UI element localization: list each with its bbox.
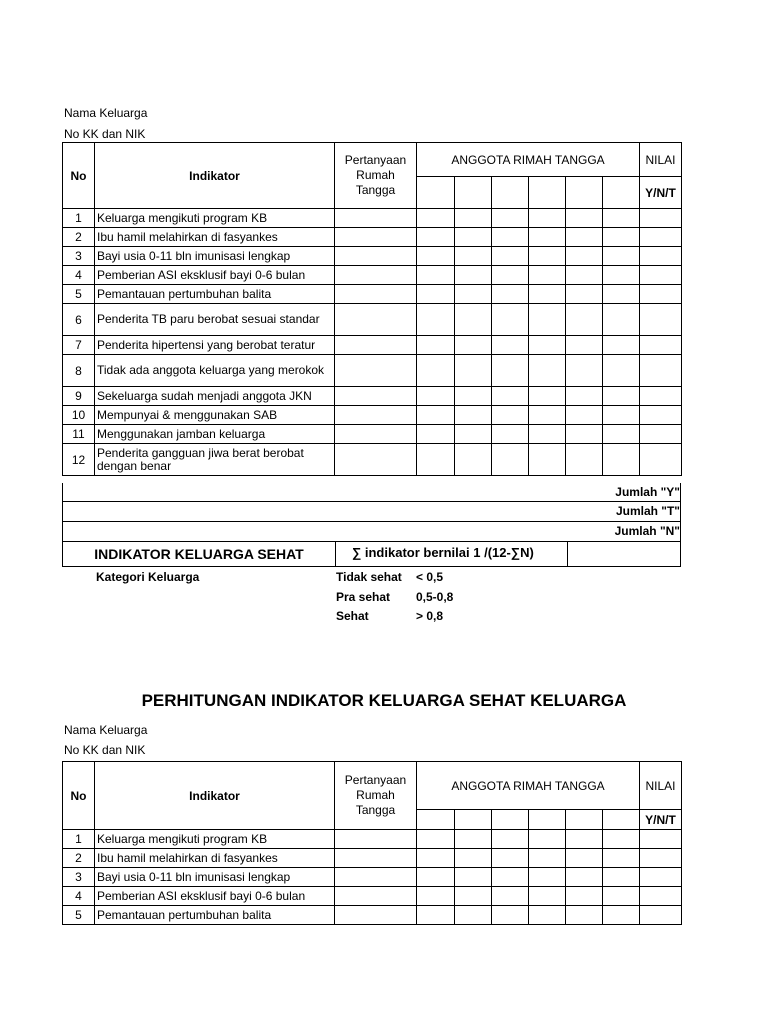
member-answer-cell[interactable] bbox=[417, 247, 455, 266]
header-nilai-2: NILAI bbox=[640, 762, 682, 810]
member-answer-cell[interactable] bbox=[566, 209, 603, 228]
question-cell[interactable] bbox=[335, 247, 417, 266]
jumlah-n-row bbox=[62, 522, 681, 542]
member-answer-cell[interactable] bbox=[417, 228, 455, 247]
member-answer-cell[interactable] bbox=[529, 304, 566, 336]
member-answer-cell[interactable] bbox=[492, 406, 529, 425]
indicator-text: Ibu hamil melahirkan di fasyankes bbox=[95, 228, 335, 247]
member-answer-cell[interactable] bbox=[529, 406, 566, 425]
member-col-6[interactable] bbox=[603, 810, 640, 830]
member-answer-cell[interactable] bbox=[492, 387, 529, 406]
indicator-text: Pemberian ASI eksklusif bayi 0-6 bulan bbox=[95, 887, 335, 906]
member-answer-cell[interactable] bbox=[492, 247, 529, 266]
header-ynt: Y/N/T bbox=[640, 177, 682, 209]
indicator-table-2 bbox=[62, 761, 682, 925]
nilai-cell[interactable] bbox=[640, 849, 682, 868]
member-answer-cell[interactable] bbox=[603, 247, 640, 266]
row-number: 2 bbox=[63, 849, 95, 868]
header-anggota-2: ANGGOTA RIMAH TANGGA bbox=[417, 762, 640, 810]
member-answer-cell[interactable] bbox=[603, 228, 640, 247]
member-answer-cell[interactable] bbox=[455, 849, 492, 868]
nilai-cell[interactable] bbox=[640, 887, 682, 906]
member-answer-cell[interactable] bbox=[566, 247, 603, 266]
member-answer-cell[interactable] bbox=[566, 228, 603, 247]
question-cell[interactable] bbox=[335, 906, 417, 925]
member-col-6[interactable] bbox=[603, 177, 640, 209]
member-answer-cell[interactable] bbox=[455, 266, 492, 285]
no-kk-label-2: No KK dan NIK bbox=[64, 743, 146, 757]
member-answer-cell[interactable] bbox=[529, 285, 566, 304]
member-answer-cell[interactable] bbox=[603, 887, 640, 906]
member-answer-cell[interactable] bbox=[417, 266, 455, 285]
kategori-tidak-sehat-value: < 0,5 bbox=[416, 570, 444, 584]
member-answer-cell[interactable] bbox=[492, 285, 529, 304]
table-row bbox=[63, 285, 682, 304]
indicator-text: Keluarga mengikuti program KB bbox=[95, 209, 335, 228]
iks-label: INDIKATOR KELUARGA SEHAT bbox=[63, 542, 336, 566]
table-row bbox=[63, 266, 682, 285]
form2-title: PERHITUNGAN INDIKATOR KELUARGA SEHAT KELUARGA bbox=[141, 691, 627, 710]
kategori-sehat-value: > 0,8 bbox=[416, 609, 444, 623]
header-ynt-2: Y/N/T bbox=[640, 810, 682, 830]
member-answer-cell[interactable] bbox=[529, 849, 566, 868]
member-answer-cell[interactable] bbox=[529, 887, 566, 906]
table-row bbox=[63, 304, 682, 336]
member-answer-cell[interactable] bbox=[455, 425, 492, 444]
member-answer-cell[interactable] bbox=[603, 406, 640, 425]
header-indikator: Indikator bbox=[95, 143, 335, 209]
row-number: 3 bbox=[63, 868, 95, 887]
header-anggota: ANGGOTA RIMAH TANGGA bbox=[417, 143, 640, 177]
row-number: 4 bbox=[63, 887, 95, 906]
indicator-text: Ibu hamil melahirkan di fasyankes bbox=[95, 849, 335, 868]
indicator-text: Sekeluarga sudah menjadi anggota JKN bbox=[95, 387, 335, 406]
member-answer-cell[interactable] bbox=[492, 355, 529, 387]
row-number: 9 bbox=[63, 387, 95, 406]
member-answer-cell[interactable] bbox=[566, 285, 603, 304]
member-answer-cell[interactable] bbox=[492, 868, 529, 887]
table-row bbox=[63, 209, 682, 228]
question-cell[interactable] bbox=[335, 849, 417, 868]
member-col-1[interactable] bbox=[417, 177, 455, 209]
question-cell[interactable] bbox=[335, 830, 417, 849]
member-answer-cell[interactable] bbox=[492, 209, 529, 228]
member-answer-cell[interactable] bbox=[529, 209, 566, 228]
kategori-label: Kategori Keluarga bbox=[96, 570, 200, 584]
indicator-text: Keluarga mengikuti program KB bbox=[95, 830, 335, 849]
member-answer-cell[interactable] bbox=[566, 444, 603, 476]
nilai-cell[interactable] bbox=[640, 868, 682, 887]
row-number: 1 bbox=[63, 209, 95, 228]
header-nilai: NILAI bbox=[640, 143, 682, 177]
header-indikator-2: Indikator bbox=[95, 762, 335, 830]
member-answer-cell[interactable] bbox=[603, 209, 640, 228]
question-cell[interactable] bbox=[335, 228, 417, 247]
member-answer-cell[interactable] bbox=[492, 425, 529, 444]
member-answer-cell[interactable] bbox=[417, 336, 455, 355]
jumlah-t-row bbox=[62, 502, 681, 522]
indicator-text: Pemberian ASI eksklusif bayi 0-6 bulan bbox=[95, 266, 335, 285]
nilai-cell[interactable] bbox=[640, 355, 682, 387]
member-answer-cell[interactable] bbox=[603, 849, 640, 868]
member-col-5[interactable] bbox=[566, 810, 603, 830]
row-number: 4 bbox=[63, 266, 95, 285]
member-answer-cell[interactable] bbox=[455, 285, 492, 304]
indicator-text: Pemantauan pertumbuhan balita bbox=[95, 285, 335, 304]
member-answer-cell[interactable] bbox=[492, 336, 529, 355]
header-no: No bbox=[63, 143, 95, 209]
row-number: 12 bbox=[63, 444, 95, 476]
member-answer-cell[interactable] bbox=[603, 425, 640, 444]
member-answer-cell[interactable] bbox=[529, 868, 566, 887]
indicator-table-1 bbox=[62, 142, 682, 476]
jumlah-n-label: Jumlah "N" bbox=[614, 524, 680, 538]
member-answer-cell[interactable] bbox=[566, 266, 603, 285]
member-answer-cell[interactable] bbox=[566, 336, 603, 355]
jumlah-y-label: Jumlah "Y" bbox=[615, 485, 680, 499]
member-answer-cell[interactable] bbox=[417, 906, 455, 925]
question-cell[interactable] bbox=[335, 868, 417, 887]
member-answer-cell[interactable] bbox=[603, 387, 640, 406]
member-answer-cell[interactable] bbox=[455, 387, 492, 406]
member-answer-cell[interactable] bbox=[529, 228, 566, 247]
kategori-tidak-sehat: Tidak sehat bbox=[336, 570, 402, 584]
member-answer-cell[interactable] bbox=[529, 444, 566, 476]
nilai-cell[interactable] bbox=[640, 830, 682, 849]
member-answer-cell[interactable] bbox=[417, 868, 455, 887]
jumlah-t-label: Jumlah "T" bbox=[615, 504, 680, 518]
member-answer-cell[interactable] bbox=[417, 355, 455, 387]
member-answer-cell[interactable] bbox=[603, 906, 640, 925]
row-number: 10 bbox=[63, 406, 95, 425]
member-answer-cell[interactable] bbox=[603, 830, 640, 849]
nilai-cell[interactable] bbox=[640, 247, 682, 266]
member-answer-cell[interactable] bbox=[492, 906, 529, 925]
indicator-text: Pemantauan pertumbuhan balita bbox=[95, 906, 335, 925]
indicator-text: Menggunakan jamban keluarga bbox=[95, 425, 335, 444]
member-answer-cell[interactable] bbox=[492, 849, 529, 868]
member-answer-cell[interactable] bbox=[455, 406, 492, 425]
member-answer-cell[interactable] bbox=[455, 304, 492, 336]
iks-double-line bbox=[62, 566, 681, 569]
member-answer-cell[interactable] bbox=[417, 887, 455, 906]
member-col-3[interactable] bbox=[492, 810, 529, 830]
member-answer-cell[interactable] bbox=[529, 355, 566, 387]
nama-keluarga-label: Nama Keluarga bbox=[64, 106, 148, 120]
question-cell[interactable] bbox=[335, 425, 417, 444]
member-answer-cell[interactable] bbox=[492, 304, 529, 336]
member-answer-cell[interactable] bbox=[529, 266, 566, 285]
nilai-cell[interactable] bbox=[640, 444, 682, 476]
nilai-cell[interactable] bbox=[640, 304, 682, 336]
row-number: 1 bbox=[63, 830, 95, 849]
nilai-cell[interactable] bbox=[640, 266, 682, 285]
table-row bbox=[63, 830, 682, 849]
member-answer-cell[interactable] bbox=[492, 228, 529, 247]
indicator-text: Bayi usia 0-11 bln imunisasi lengkap bbox=[95, 247, 335, 266]
member-answer-cell[interactable] bbox=[417, 830, 455, 849]
question-cell[interactable] bbox=[335, 887, 417, 906]
kategori-sehat: Sehat bbox=[336, 609, 369, 623]
member-answer-cell[interactable] bbox=[455, 336, 492, 355]
table-row bbox=[63, 406, 682, 425]
member-answer-cell[interactable] bbox=[417, 387, 455, 406]
iks-row bbox=[62, 542, 681, 567]
member-answer-cell[interactable] bbox=[417, 304, 455, 336]
nama-keluarga-label-2: Nama Keluarga bbox=[64, 723, 148, 737]
member-answer-cell[interactable] bbox=[603, 266, 640, 285]
table-row bbox=[63, 849, 682, 868]
question-cell[interactable] bbox=[335, 209, 417, 228]
row-number: 3 bbox=[63, 247, 95, 266]
member-answer-cell[interactable] bbox=[455, 906, 492, 925]
member-answer-cell[interactable] bbox=[417, 285, 455, 304]
member-answer-cell[interactable] bbox=[566, 830, 603, 849]
nilai-cell[interactable] bbox=[640, 228, 682, 247]
member-answer-cell[interactable] bbox=[566, 849, 603, 868]
member-answer-cell[interactable] bbox=[455, 209, 492, 228]
member-col-3[interactable] bbox=[492, 177, 529, 209]
nilai-cell[interactable] bbox=[640, 209, 682, 228]
iks-value-cell[interactable] bbox=[569, 542, 680, 566]
question-cell[interactable] bbox=[335, 285, 417, 304]
member-col-5[interactable] bbox=[566, 177, 603, 209]
table-row bbox=[63, 387, 682, 406]
member-answer-cell[interactable] bbox=[603, 336, 640, 355]
member-answer-cell[interactable] bbox=[566, 906, 603, 925]
member-answer-cell[interactable] bbox=[529, 387, 566, 406]
row-number: 7 bbox=[63, 336, 95, 355]
member-answer-cell[interactable] bbox=[455, 830, 492, 849]
jumlah-y-row bbox=[62, 483, 681, 502]
nilai-cell[interactable] bbox=[640, 336, 682, 355]
table-row bbox=[63, 906, 682, 925]
member-answer-cell[interactable] bbox=[455, 247, 492, 266]
row-number: 11 bbox=[63, 425, 95, 444]
member-answer-cell[interactable] bbox=[455, 444, 492, 476]
header-no-2: No bbox=[63, 762, 95, 830]
member-answer-cell[interactable] bbox=[455, 355, 492, 387]
member-answer-cell[interactable] bbox=[603, 444, 640, 476]
member-answer-cell[interactable] bbox=[529, 425, 566, 444]
table-row bbox=[63, 336, 682, 355]
question-cell[interactable] bbox=[335, 304, 417, 336]
member-answer-cell[interactable] bbox=[529, 247, 566, 266]
question-cell[interactable] bbox=[335, 355, 417, 387]
member-answer-cell[interactable] bbox=[492, 830, 529, 849]
member-answer-cell[interactable] bbox=[566, 868, 603, 887]
member-col-1[interactable] bbox=[417, 810, 455, 830]
header-pertanyaan: Pertanyaan Rumah Tangga bbox=[335, 143, 417, 209]
nilai-cell[interactable] bbox=[640, 285, 682, 304]
nilai-cell[interactable] bbox=[640, 406, 682, 425]
member-answer-cell[interactable] bbox=[492, 887, 529, 906]
question-cell[interactable] bbox=[335, 387, 417, 406]
indicator-text: Tidak ada anggota keluarga yang merokok bbox=[95, 355, 335, 387]
row-number: 5 bbox=[63, 285, 95, 304]
table-row bbox=[63, 355, 682, 387]
member-answer-cell[interactable] bbox=[417, 849, 455, 868]
indicator-text: Penderita gangguan jiwa berat berobat dengan benar bbox=[95, 444, 335, 476]
member-answer-cell[interactable] bbox=[603, 304, 640, 336]
iks-formula: ∑ indikator bernilai 1 /(12-∑N) bbox=[336, 542, 568, 566]
member-answer-cell[interactable] bbox=[455, 228, 492, 247]
member-answer-cell[interactable] bbox=[566, 406, 603, 425]
no-kk-label: No KK dan NIK bbox=[64, 127, 146, 141]
row-number: 6 bbox=[63, 304, 95, 336]
indicator-text: Bayi usia 0-11 bln imunisasi lengkap bbox=[95, 868, 335, 887]
table-row bbox=[63, 887, 682, 906]
indicator-text: Penderita TB paru berobat sesuai standar bbox=[95, 304, 335, 336]
indicator-text: Penderita hipertensi yang berobat teratur bbox=[95, 336, 335, 355]
table-row bbox=[63, 444, 682, 476]
member-answer-cell[interactable] bbox=[455, 887, 492, 906]
question-cell[interactable] bbox=[335, 266, 417, 285]
member-answer-cell[interactable] bbox=[566, 355, 603, 387]
nilai-cell[interactable] bbox=[640, 425, 682, 444]
kategori-pra-sehat: Pra sehat bbox=[336, 590, 391, 604]
question-cell[interactable] bbox=[335, 444, 417, 476]
member-answer-cell[interactable] bbox=[417, 425, 455, 444]
table-row bbox=[63, 425, 682, 444]
question-cell[interactable] bbox=[335, 336, 417, 355]
member-answer-cell[interactable] bbox=[566, 887, 603, 906]
indicator-text: Mempunyai & menggunakan SAB bbox=[95, 406, 335, 425]
member-answer-cell[interactable] bbox=[417, 209, 455, 228]
table-row bbox=[63, 868, 682, 887]
row-number: 2 bbox=[63, 228, 95, 247]
member-answer-cell[interactable] bbox=[566, 425, 603, 444]
member-answer-cell[interactable] bbox=[603, 285, 640, 304]
member-answer-cell[interactable] bbox=[417, 444, 455, 476]
question-cell[interactable] bbox=[335, 406, 417, 425]
row-number: 8 bbox=[63, 355, 95, 387]
member-col-4[interactable] bbox=[529, 810, 566, 830]
table-row bbox=[63, 228, 682, 247]
member-answer-cell[interactable] bbox=[566, 387, 603, 406]
member-answer-cell[interactable] bbox=[529, 336, 566, 355]
member-col-2[interactable] bbox=[455, 177, 492, 209]
member-answer-cell[interactable] bbox=[492, 266, 529, 285]
member-answer-cell[interactable] bbox=[603, 868, 640, 887]
nilai-cell[interactable] bbox=[640, 387, 682, 406]
member-col-4[interactable] bbox=[529, 177, 566, 209]
table-row bbox=[63, 247, 682, 266]
row-number: 5 bbox=[63, 906, 95, 925]
member-col-2[interactable] bbox=[455, 810, 492, 830]
member-answer-cell[interactable] bbox=[455, 868, 492, 887]
member-answer-cell[interactable] bbox=[529, 830, 566, 849]
member-answer-cell[interactable] bbox=[566, 304, 603, 336]
member-answer-cell[interactable] bbox=[603, 355, 640, 387]
header-pertanyaan-2: Pertanyaan Rumah Tangga bbox=[335, 762, 417, 830]
member-answer-cell[interactable] bbox=[492, 444, 529, 476]
kategori-pra-sehat-value: 0,5-0,8 bbox=[416, 590, 454, 604]
member-answer-cell[interactable] bbox=[417, 406, 455, 425]
member-answer-cell[interactable] bbox=[529, 906, 566, 925]
nilai-cell[interactable] bbox=[640, 906, 682, 925]
